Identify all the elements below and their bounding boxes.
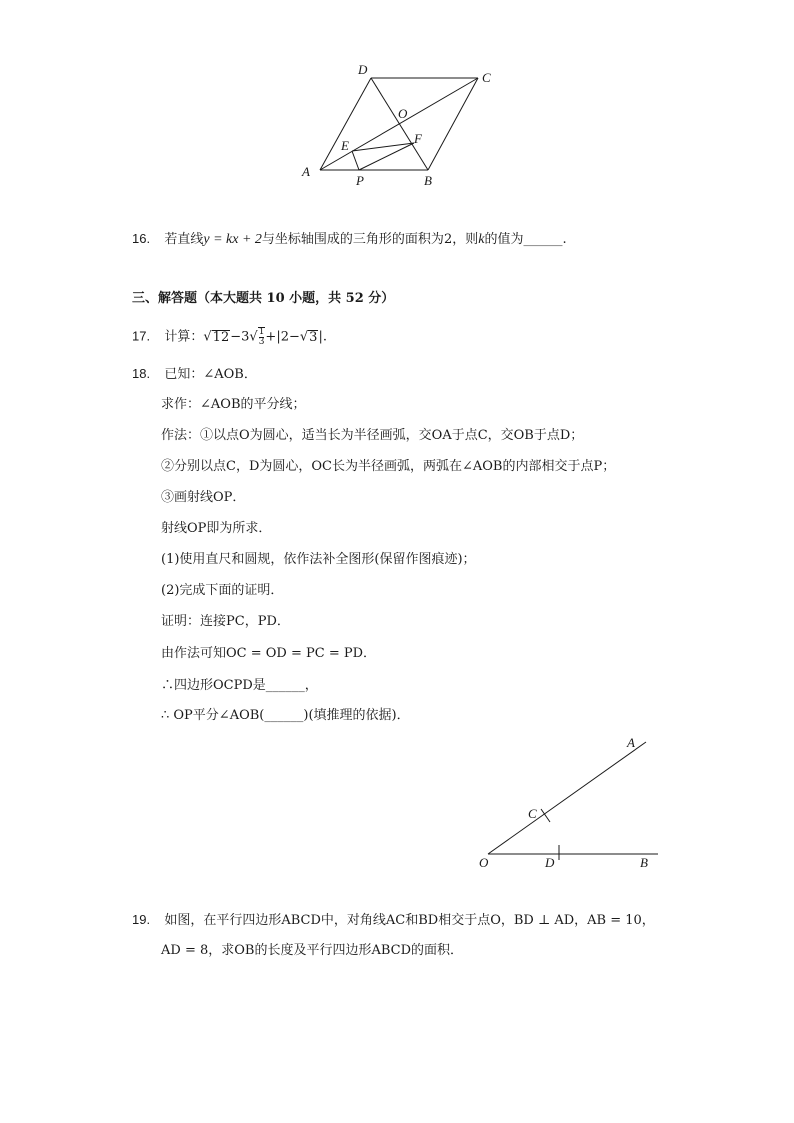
label-d: D — [358, 62, 368, 77]
q16-text-d: 的值为 — [484, 232, 524, 247]
q16-variable: k — [478, 232, 485, 247]
q16-equation: y = kx + 2 — [203, 232, 262, 247]
q17-end: |. — [318, 329, 327, 345]
question-17 — [132, 327, 327, 347]
ray-oa — [488, 742, 646, 854]
q18-result: 射线OP即为所求． — [161, 521, 272, 536]
q18-part-1: (1)使用直尺和圆规，依作法补全图形(保留作图痕迹)； — [161, 552, 476, 567]
question-number: 16. — [132, 231, 151, 246]
q16-value: 2 — [443, 232, 453, 247]
q16-end: . — [562, 232, 567, 247]
q18-task: 求作：∠AOB的平分线； — [161, 397, 306, 412]
parallelogram-figure — [296, 60, 506, 190]
sqrt-symbol: √ — [203, 329, 212, 345]
q19-line-1: 如图，在平行四边形ABCD中，对角线AC和BD相交于点O，BD ⊥ AD，AB = 10， — [164, 913, 655, 928]
label-f: F — [414, 131, 422, 146]
label-a: A — [627, 735, 635, 750]
q17-label: 计算： — [164, 329, 204, 345]
q17-radicand-12: 12 — [212, 329, 230, 345]
question-number: 17. — [132, 328, 151, 344]
label-b: B — [424, 173, 432, 188]
angle-aob-figure — [470, 732, 670, 872]
fraction-denominator: 3 — [258, 337, 265, 347]
q17-abs-expr: +|2− — [265, 329, 300, 345]
question-19 — [132, 911, 655, 930]
q17-minus-3: −3 — [230, 329, 250, 345]
label-o: O — [398, 106, 408, 121]
q18-part-2: (2)完成下面的证明． — [161, 583, 284, 598]
q18-proof-line: 由作法可知OC = OD = PC = PD． — [161, 646, 377, 661]
q18-step-3: ③画射线OP． — [161, 490, 246, 505]
section-title: 三、解答题（本大题共 10 小题，共 52 分） — [132, 291, 395, 306]
label-e: E — [341, 138, 349, 153]
label-o: O — [479, 855, 489, 870]
q16-answer-blank: ______ — [523, 232, 563, 247]
segment-ep — [352, 151, 359, 170]
label-d: D — [545, 855, 555, 870]
label-a: A — [302, 164, 310, 179]
segment-ef — [352, 143, 414, 151]
diagonal-bd — [371, 78, 428, 170]
side-da — [320, 78, 371, 170]
label-c: C — [528, 806, 537, 821]
label-p: P — [356, 173, 364, 188]
q18-given: 已知：∠AOB． — [164, 367, 257, 382]
q16-text-b: 与坐标轴围成的三角形的面积为 — [261, 232, 444, 247]
sqrt-symbol: √ — [249, 329, 258, 345]
question-16 — [132, 230, 567, 249]
label-c: C — [482, 70, 491, 85]
q18-proof-blank-1: ∴四边形OCPD是______， — [161, 678, 318, 693]
question-number: 19. — [132, 912, 151, 927]
q18-proof-start: 证明：连接PC，PD． — [161, 614, 290, 629]
q18-step-2: ②分别以点C，D为圆心，OC长为半径画弧，两弧在∠AOB的内部相交于点P； — [161, 459, 616, 474]
side-bc — [428, 78, 478, 170]
q16-text-a: 若直线 — [164, 232, 204, 247]
q16-text-c: ，则 — [452, 232, 479, 247]
q18-proof-blank-2: ∴ OP平分∠AOB(______)(填推理的依据)． — [161, 708, 410, 723]
label-b: B — [640, 855, 648, 870]
q18-step-1: 作法：①以点O为圆心，适当长为半径画弧，交OA于点C，交OB于点D； — [161, 428, 584, 443]
question-number: 18. — [132, 366, 151, 381]
fraction-numerator: 1 — [258, 327, 265, 337]
q19-line-2: AD = 8，求OB的长度及平行四边形ABCD的面积． — [161, 943, 464, 958]
question-18 — [132, 365, 257, 384]
q17-radicand-3: 3 — [309, 329, 318, 345]
sqrt-symbol: √ — [299, 329, 309, 345]
